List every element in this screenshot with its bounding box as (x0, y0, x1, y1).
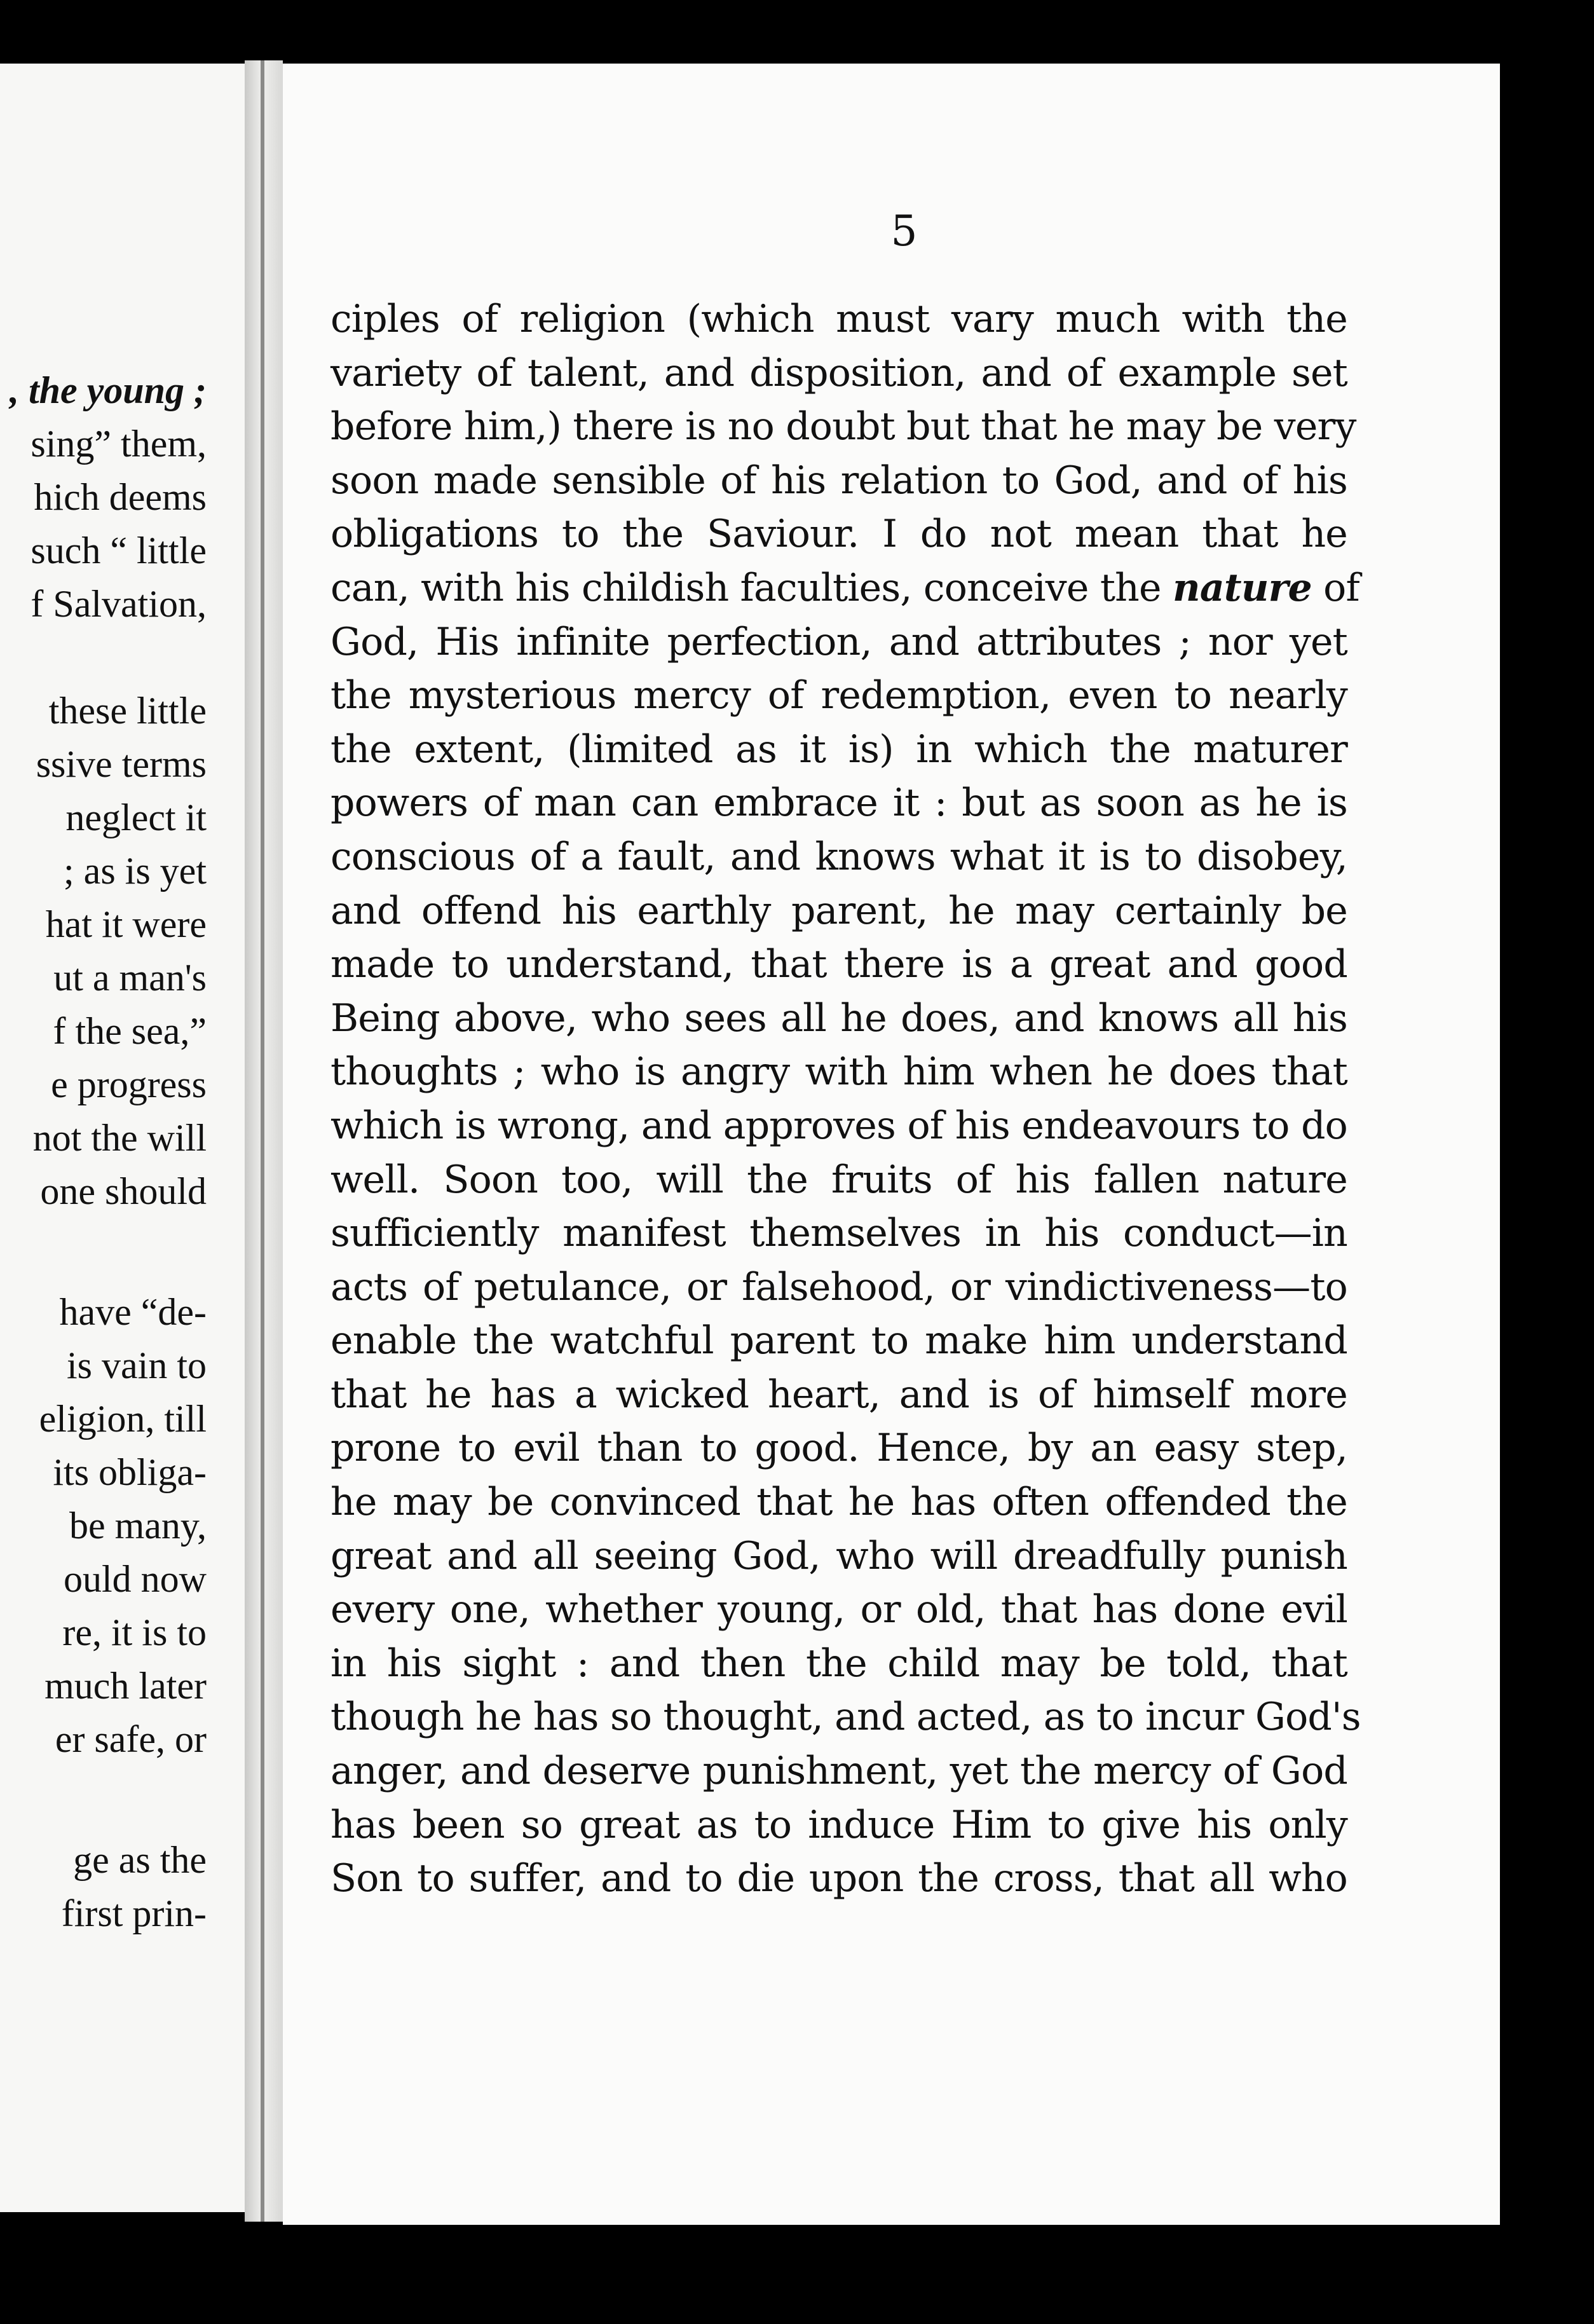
text-line: well. Soon too, will the fruits of his fallen nature (330, 1157, 1347, 1202)
text-line: every one, whether young, or old, that has done evil (330, 1587, 1347, 1632)
previous-page-line: re, it is to (62, 1611, 207, 1653)
text-line-end: of (1323, 565, 1359, 610)
previous-page-line: f the sea,” (53, 1010, 207, 1052)
page-number: 5 (890, 207, 918, 256)
text-line: thoughts ; who is angry with him when he does that (330, 1049, 1347, 1095)
previous-page-line: eligion, till (39, 1398, 207, 1440)
text-line: enable the watchful parent to make him understand (330, 1318, 1347, 1364)
previous-page-line: hat it were (45, 903, 207, 945)
binding-shadow (261, 60, 264, 2222)
previous-page-line: such “ little (31, 530, 207, 571)
previous-page-line: sing” them, (31, 423, 207, 465)
text-line: anger, and deserve punishment, yet the mercy of God (330, 1749, 1347, 1794)
text-line: made to understand, that there is a great and good (330, 942, 1347, 987)
text-line: powers of man can embrace it : but as soon as he is (330, 781, 1347, 826)
text-line: in his sight : and then the child may be told, that (330, 1641, 1347, 1686)
text-line-start: can, with his childish faculties, conceive the (330, 565, 1161, 610)
text-line: though he has so thought, and acted, as to incur God's (330, 1695, 1361, 1740)
previous-page-line: ge as the (73, 1839, 207, 1881)
previous-page-line: f Salvation, (31, 583, 207, 625)
text-line-with-emphasis (330, 561, 1359, 615)
text-line: has been so great as to induce Him to give his only (330, 1802, 1347, 1847)
text-line: Being above, who sees all he does, and knows all his (330, 995, 1347, 1041)
previous-page-line: , the young ; (9, 369, 207, 411)
previous-page-line: much later (44, 1665, 207, 1707)
page-body-text (330, 292, 1361, 1906)
text-line: God, His infinite perfection, and attributes ; nor yet (330, 619, 1347, 664)
previous-page (0, 64, 245, 2212)
previous-page-line: have “de- (59, 1291, 207, 1333)
previous-page-line: one should (40, 1170, 207, 1212)
previous-page-line: not the will (32, 1117, 207, 1159)
text-line: which is wrong, and approves of his endeavours to do (330, 1103, 1347, 1148)
previous-page-line: e progress (51, 1063, 207, 1105)
previous-page-line: ; as is yet (64, 850, 207, 892)
emphasized-word: nature (1173, 565, 1312, 610)
previous-page-line: ssive terms (36, 743, 207, 785)
previous-page-line: these little (48, 690, 207, 732)
text-line: ciples of religion (which must vary much with the (330, 297, 1347, 341)
previous-page-line: ould now (64, 1558, 207, 1600)
text-line: the mysterious mercy of redemption, even to nearly (330, 673, 1347, 718)
previous-page-line: ut a man's (53, 957, 207, 999)
text-line: the extent, (limited as it is) in which the maturer (330, 727, 1347, 772)
text-line: variety of talent, and disposition, and of example set (330, 350, 1347, 395)
previous-page-line: hich deems (34, 476, 207, 518)
previous-page-line: er safe, or (55, 1718, 207, 1760)
previous-page-line: first prin- (61, 1892, 207, 1934)
text-line: he may be convinced that he has often offended the (330, 1480, 1347, 1525)
text-line: before him,) there is no doubt but that he may be very (330, 404, 1356, 449)
current-page (283, 64, 1500, 2225)
text-line: Son to suffer, and to die upon the cross, that all who (330, 1856, 1347, 1901)
previous-page-line: be many, (69, 1505, 207, 1547)
text-line: acts of petulance, or falsehood, or vindictiveness—to (330, 1264, 1347, 1309)
previous-page-line: is vain to (67, 1344, 207, 1386)
text-line: that he has a wicked heart, and is of himself more (330, 1372, 1347, 1417)
text-line: obligations to the Saviour. I do not mean that he (330, 512, 1347, 557)
text-line: and offend his earthly parent, he may certainly be (330, 888, 1347, 933)
text-line: soon made sensible of his relation to God, and of his (330, 458, 1347, 503)
text-line: great and all seeing God, who will dreadfully punish (330, 1533, 1347, 1578)
text-line: prone to evil than to good. Hence, by an easy step, (330, 1426, 1347, 1471)
text-line: conscious of a fault, and knows what it is to disobey, (330, 834, 1347, 879)
previous-page-line: neglect it (65, 796, 207, 838)
previous-page-line: its obliga- (53, 1451, 207, 1493)
text-line: sufficiently manifest themselves in his conduct—in (330, 1211, 1347, 1256)
